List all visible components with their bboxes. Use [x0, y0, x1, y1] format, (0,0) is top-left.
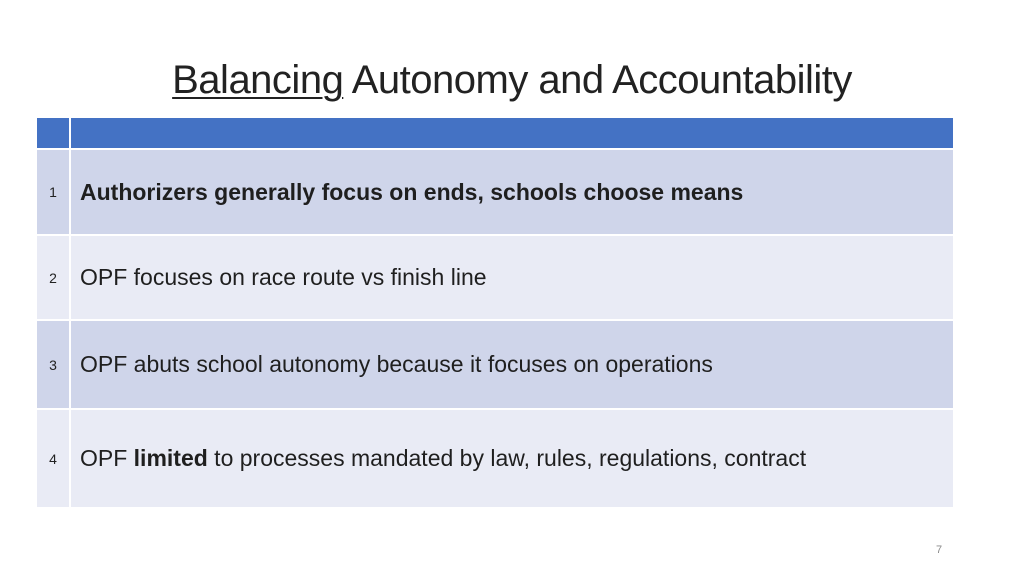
row-text-before: OPF: [80, 445, 134, 471]
table-header-row: [37, 118, 953, 150]
page-number: 7: [936, 544, 943, 556]
table-row: [37, 236, 953, 321]
row-number: 2: [37, 236, 71, 319]
table-row: [37, 150, 953, 236]
title-rest: Autonomy and Accountability: [343, 58, 852, 102]
title-underlined-word: Balancing: [172, 58, 344, 102]
header-number-cell: [37, 118, 71, 148]
row-number: 4: [37, 410, 71, 507]
header-text-cell: [71, 118, 953, 148]
table-row: [37, 321, 953, 410]
row-text-bold: limited: [133, 445, 208, 471]
row-number: 1: [37, 150, 71, 234]
table-row: [37, 410, 953, 509]
row-text: Authorizers generally focus on ends, schools choose means: [80, 178, 744, 205]
row-text: [71, 410, 953, 507]
row-text-after: to processes mandated by law, rules, regulations, contract: [207, 445, 807, 471]
slide-title: [0, 58, 1024, 103]
row-text: OPF abuts school autonomy because it focuses on operations: [80, 351, 713, 377]
row-number: 3: [37, 321, 71, 408]
row-text: OPF focuses on race route vs finish line: [80, 264, 487, 290]
content-table: [37, 118, 953, 509]
